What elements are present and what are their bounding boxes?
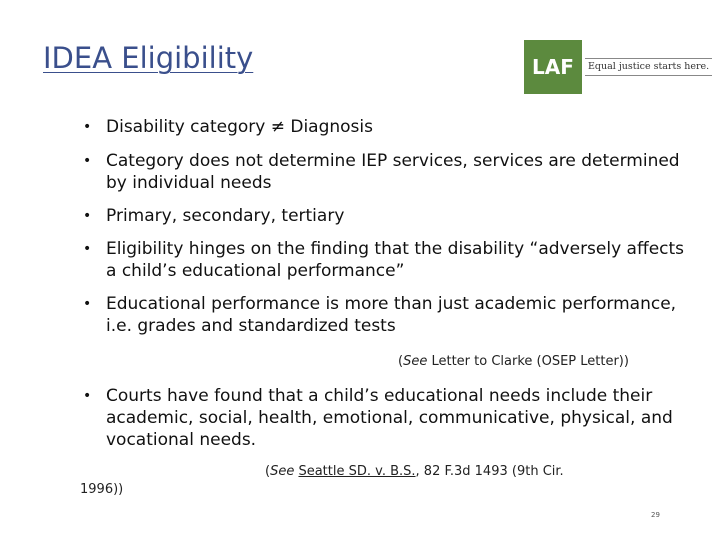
bullet-text: Educational performance is more than just academic performance, i.e. grades and standardized tests [106, 294, 677, 336]
citation-open-paren: ( [265, 464, 271, 479]
citation-osep-letter [398, 353, 629, 371]
citation-case-name: Seattle SD. v. B.S. [298, 464, 416, 479]
bullet-symbol: • [83, 153, 92, 169]
bullet-symbol: • [83, 388, 92, 404]
bullet-symbol: • [83, 296, 92, 312]
bullet-text: Primary, secondary, tertiary [106, 206, 345, 226]
citation-signal: See [403, 354, 428, 369]
bullet-item [83, 238, 693, 282]
citation-text: , 82 F.3d 1493 (9th Cir. [415, 464, 564, 479]
page-number: 29 [651, 511, 660, 519]
bullet-item [83, 150, 693, 194]
bullet-text: Courts have found that a child’s educational needs include their academic, social, health, emotional, communicative, physical, and vocational needs. [106, 386, 673, 450]
bullet-item [83, 293, 693, 337]
bullet-symbol: • [83, 241, 92, 257]
bullet-text: Category does not determine IEP services, services are determined by individual needs [106, 151, 680, 193]
logo-tagline: Equal justice starts here. [585, 58, 712, 76]
bullet-text: Eligibility hinges on the finding that the disability “adversely affects a child’s educational performance” [106, 239, 685, 281]
bullet-symbol: • [83, 119, 92, 135]
citation-signal: See [270, 464, 295, 479]
citation-text: Letter to Clarke (OSEP Letter)) [427, 354, 629, 369]
logo-mark: LAF [524, 40, 582, 94]
bullet-item [83, 205, 693, 227]
bullet-text: Disability category ≠ Diagnosis [106, 117, 373, 137]
bullet-item [83, 385, 693, 451]
bullet-item [83, 116, 693, 138]
bullet-symbol: • [83, 208, 92, 224]
citation-seattle-year: 1996)) [80, 482, 124, 497]
citation-open-paren: ( [398, 354, 404, 369]
citation-seattle-case [265, 463, 564, 481]
slide-title: IDEA Eligibility [43, 41, 254, 75]
laf-logo [524, 40, 712, 94]
